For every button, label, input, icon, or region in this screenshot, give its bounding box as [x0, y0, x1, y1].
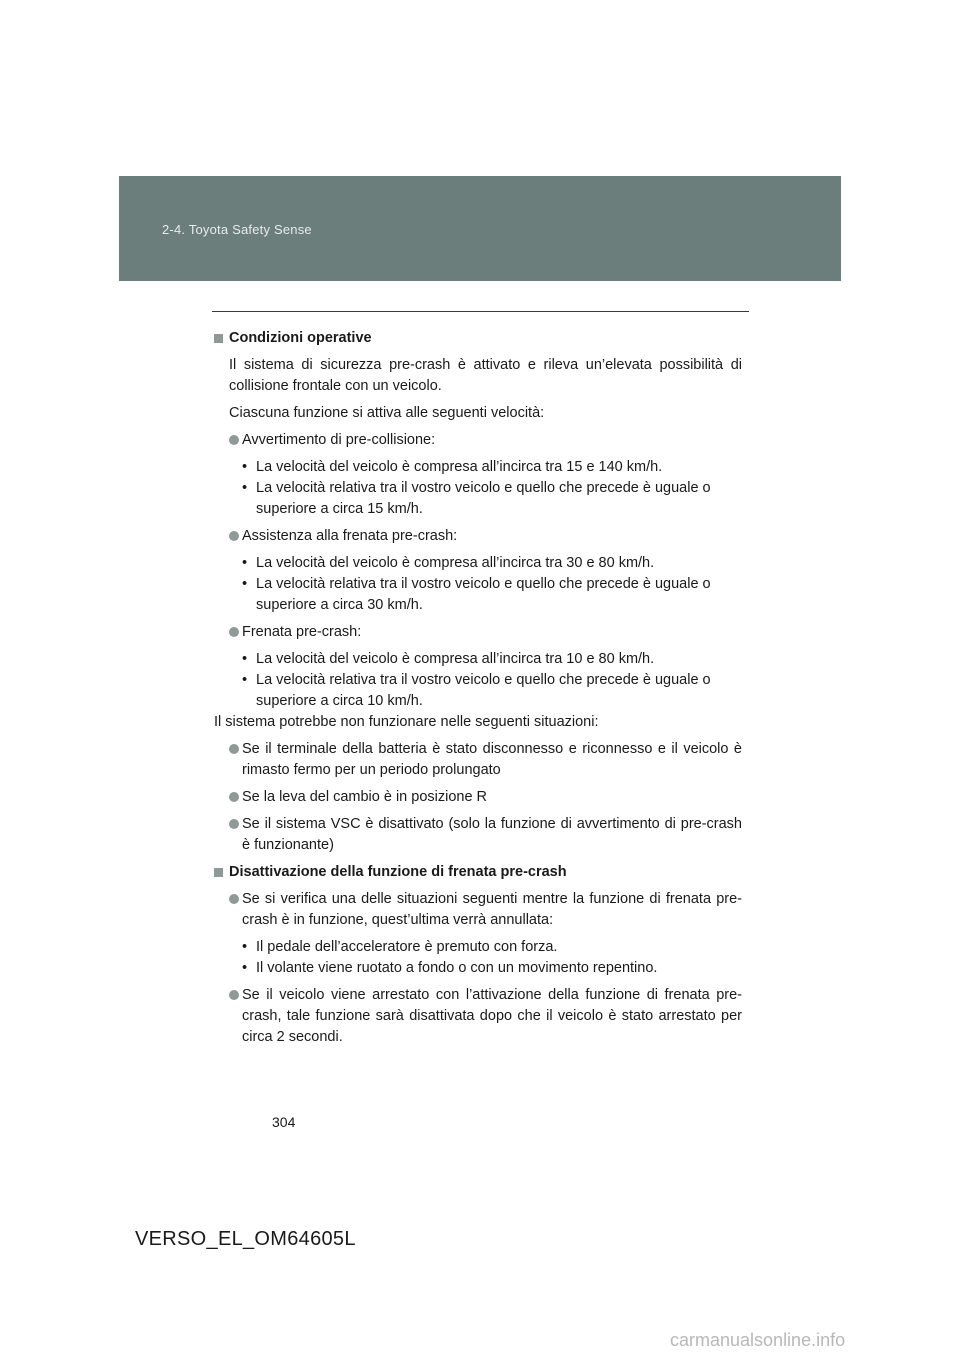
- square-bullet-icon: [214, 868, 223, 877]
- circle-bullet-icon: [229, 819, 239, 829]
- circle-bullet-icon: [229, 744, 239, 754]
- section-header-band: [119, 176, 841, 281]
- circle-bullet-icon: [229, 792, 239, 802]
- paragraph: Ciascuna funzione si attiva alle seguenti velocità:: [229, 405, 545, 421]
- list-item: [229, 739, 742, 781]
- sub-list-item: • La velocità relativa tra il vostro veicolo e quello che precede è uguale o superiore a circa 15 km/h.: [242, 478, 742, 520]
- circle-bullet-icon: [229, 531, 239, 541]
- list-item: [229, 787, 742, 808]
- list-item-label: Assistenza alla frenata pre-crash:: [242, 528, 458, 544]
- circle-bullet-icon: [229, 894, 239, 904]
- list-item-label: Avvertimento di pre-collisione:: [242, 432, 436, 448]
- document-code: VERSO_EL_OM64605L: [135, 1228, 356, 1250]
- list-item-label: Se il sistema VSC è disattivato (solo la funzione di avvertimento di pre-crash è funzionante): [242, 816, 742, 853]
- sub-list-item: • La velocità relativa tra il vostro veicolo e quello che precede è uguale o superiore a circa 10 km/h.: [242, 670, 742, 712]
- sub-list-item: • Il volante viene ruotato a fondo o con un movimento repentino.: [242, 958, 742, 979]
- heading-text: Condizioni operative: [229, 330, 372, 346]
- list-item: [229, 814, 742, 856]
- heading-text: Disattivazione della funzione di frenata pre-crash: [229, 864, 567, 880]
- sub-list-item: • La velocità del veicolo è compresa all’incirca tra 15 e 140 km/h.: [242, 457, 742, 478]
- sub-list: [242, 553, 742, 616]
- list-item-label: Se il veicolo viene arrestato con l’attivazione della funzione di frenata pre-crash, tale funzione sarà disattivata dopo che il veicolo è stato arrestato per circa 2 secondi.: [242, 987, 742, 1045]
- list-item-label: Frenata pre-crash:: [242, 624, 362, 640]
- list-item-label: Se la leva del cambio è in posizione R: [242, 789, 488, 805]
- heading-deactivation: [214, 862, 742, 883]
- list-item: [229, 430, 742, 451]
- sub-list-item: • Il pedale dell’acceleratore è premuto con forza.: [242, 937, 742, 958]
- sub-list-item: • La velocità relativa tra il vostro veicolo e quello che precede è uguale o superiore a circa 30 km/h.: [242, 574, 742, 616]
- page-content: [214, 328, 742, 1054]
- heading-conditions: [214, 328, 742, 349]
- paragraph: Il sistema di sicurezza pre-crash è attivato e rileva un’elevata possibilità di collisione frontale con un veicolo.: [229, 357, 742, 394]
- list-item-label: Se si verifica una delle situazioni seguenti mentre la funzione di frenata pre-crash è in funzione, quest’ultima verrà annullata:: [242, 891, 742, 928]
- watermark: carmanualsonline.info: [670, 1330, 846, 1350]
- list-item: [229, 622, 742, 643]
- list-item: [229, 526, 742, 547]
- sub-list: [242, 649, 742, 712]
- list-item-label: Se il terminale della batteria è stato disconnesso e riconnesso e il veicolo è rimasto fermo per un periodo prolungato: [242, 741, 742, 778]
- divider: [212, 311, 749, 312]
- circle-bullet-icon: [229, 627, 239, 637]
- sub-list-item: • La velocità del veicolo è compresa all’incirca tra 30 e 80 km/h.: [242, 553, 742, 574]
- sub-list: [242, 457, 742, 520]
- list-item: [229, 889, 742, 931]
- sub-list: [242, 937, 742, 979]
- square-bullet-icon: [214, 334, 223, 343]
- circle-bullet-icon: [229, 990, 239, 1000]
- list-item: [229, 985, 742, 1048]
- paragraph: Il sistema potrebbe non funzionare nelle seguenti situazioni:: [214, 714, 599, 730]
- page-number: 304: [272, 1114, 296, 1130]
- sub-list-item: • La velocità del veicolo è compresa all’incirca tra 10 e 80 km/h.: [242, 649, 742, 670]
- section-title: 2-4. Toyota Safety Sense: [162, 222, 312, 237]
- circle-bullet-icon: [229, 435, 239, 445]
